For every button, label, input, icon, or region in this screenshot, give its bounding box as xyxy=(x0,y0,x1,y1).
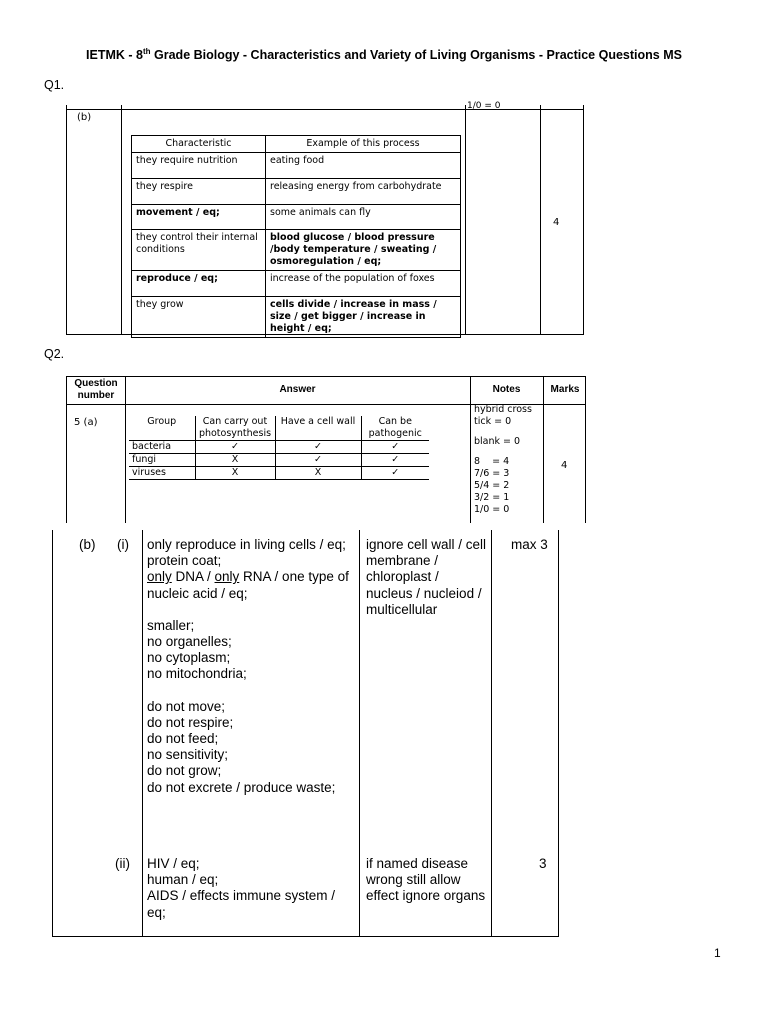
col-header-characteristic: Characteristic xyxy=(132,136,266,153)
page-number: 1 xyxy=(714,946,721,960)
note-line: 1/0 = 0 xyxy=(474,504,510,515)
answer-line: no sensitivity; xyxy=(147,747,229,763)
notes-i: ignore cell wall / cell membrane / chloroplast / nucleus / nucleiod / multicellular xyxy=(366,537,487,617)
cell-example: increase of the population of foxes xyxy=(266,271,461,297)
col-header-group: Group xyxy=(129,416,195,441)
answer-ii xyxy=(147,856,357,921)
header-marks: Marks xyxy=(550,384,580,395)
col-header-photosynthesis: Can carry out photosynthesis xyxy=(195,416,275,441)
cell-group: viruses xyxy=(129,467,195,480)
table-row xyxy=(132,297,461,338)
q1-part-label: (b) xyxy=(77,112,92,123)
cell-characteristic: they require nutrition xyxy=(132,153,266,179)
part-i-label: (i) xyxy=(117,537,129,552)
page-title: IETMK - 8th Grade Biology - Characteristics and Variety of Living Organisms - Practice Questions MS xyxy=(86,46,682,62)
answer-i xyxy=(147,537,357,796)
marks-i: max 3 xyxy=(511,537,548,552)
answer-line: HIV / eq; xyxy=(147,856,200,871)
answer-line: smaller; xyxy=(147,617,195,633)
answer-line: protein coat; xyxy=(147,553,222,569)
note-line: blank = 0 xyxy=(474,436,521,447)
question-number: 5 (a) xyxy=(74,417,98,428)
q1-label: Q1. xyxy=(44,78,65,92)
answer-line: only DNA / only RNA / one type of nucleic acid / eq; xyxy=(147,569,349,601)
cell-example: some animals can fly xyxy=(266,205,461,230)
answer-line: AIDS / effects immune system / eq; xyxy=(147,888,336,920)
q2-label: Q2. xyxy=(44,347,65,361)
cell-value: X xyxy=(275,467,361,480)
cell-example: blood glucose / blood pressure /body temperature / sweating / osmoregulation / eq; xyxy=(266,230,461,271)
marks-ii: 3 xyxy=(539,856,547,871)
group-table xyxy=(129,416,429,480)
col-header-cell-wall: Have a cell wall xyxy=(275,416,361,441)
col-header-example: Example of this process xyxy=(266,136,461,153)
q1-table xyxy=(66,101,584,335)
note-line: hybrid cross tick = 0 xyxy=(474,404,532,427)
part-b-label: (b) xyxy=(79,537,96,552)
cell-value: ✓ xyxy=(195,441,275,454)
cell-characteristic: they control their internal conditions xyxy=(132,230,266,271)
cell-value: ✓ xyxy=(361,454,429,467)
answer-line: no organelles; xyxy=(147,634,232,650)
table-row xyxy=(129,454,429,467)
cell-group: fungi xyxy=(129,454,195,467)
q2-table xyxy=(66,376,586,523)
answer-line: human / eq; xyxy=(147,872,219,888)
col-header-pathogenic: Can be pathogenic xyxy=(368,416,422,439)
header-question-number: Question number xyxy=(74,378,118,401)
cell-group: bacteria xyxy=(129,441,195,454)
table-row xyxy=(132,230,461,271)
characteristics-table xyxy=(131,135,461,338)
table-row xyxy=(132,205,461,230)
cell-value: ✓ xyxy=(275,441,361,454)
cell-characteristic: reproduce / eq; xyxy=(132,271,266,297)
answer-line: only reproduce in living cells / eq; xyxy=(147,537,346,552)
q2-marks: 4 xyxy=(561,460,568,471)
note-line: 8 = 4 xyxy=(474,456,510,467)
q2-notes xyxy=(474,404,542,524)
part-ii-label: (ii) xyxy=(115,856,130,871)
answer-line: do not excrete / produce waste; xyxy=(147,779,336,795)
clipped-note: 1/0 = 0 xyxy=(467,101,501,109)
q2b-table xyxy=(52,530,559,937)
cell-characteristic: they grow xyxy=(132,297,266,338)
notes-ii: if named disease wrong still allow effect ignore organs xyxy=(366,856,486,904)
answer-line: do not grow; xyxy=(147,763,222,779)
cell-value: X xyxy=(195,454,275,467)
table-row xyxy=(132,271,461,297)
q1-marks: 4 xyxy=(553,217,560,228)
table-row xyxy=(132,179,461,205)
cell-value: ✓ xyxy=(361,467,429,480)
table-row xyxy=(132,153,461,179)
note-line: 7/6 = 3 xyxy=(474,468,510,479)
cell-example: releasing energy from carbohydrate xyxy=(266,179,461,205)
answer-line: no mitochondria; xyxy=(147,666,247,682)
cell-example: cells divide / increase in mass / size / get bigger / increase in height / eq; xyxy=(266,297,461,338)
cell-value: ✓ xyxy=(275,454,361,467)
cell-characteristic: movement / eq; xyxy=(132,205,266,230)
cell-example: eating food xyxy=(266,153,461,179)
answer-line: no cytoplasm; xyxy=(147,650,231,666)
table-row xyxy=(129,441,429,454)
cell-characteristic: they respire xyxy=(132,179,266,205)
note-line: 3/2 = 1 xyxy=(474,492,510,503)
cell-value: X xyxy=(195,467,275,480)
header-answer: Answer xyxy=(279,384,316,395)
header-notes: Notes xyxy=(492,384,521,395)
note-line: 5/4 = 2 xyxy=(474,480,510,491)
cell-value: ✓ xyxy=(361,441,429,454)
answer-line: do not feed; xyxy=(147,731,219,747)
table-row xyxy=(129,467,429,480)
answer-line: do not move; xyxy=(147,698,226,714)
answer-line: do not respire; xyxy=(147,714,234,730)
